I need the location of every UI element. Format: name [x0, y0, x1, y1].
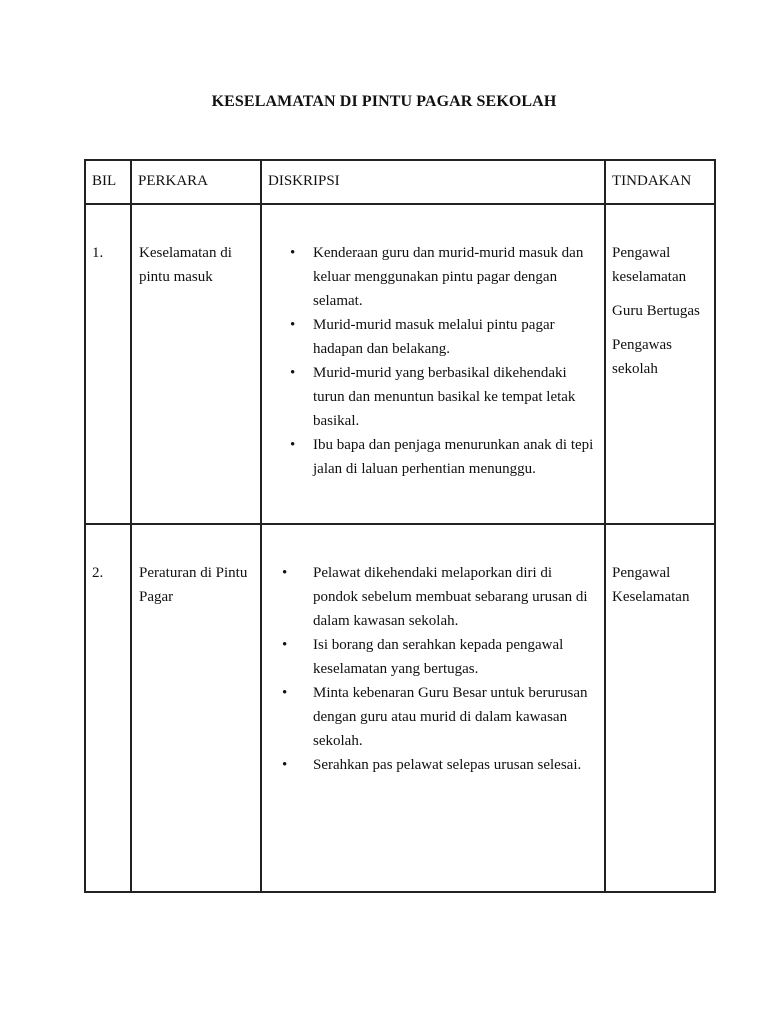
table-row [85, 524, 715, 892]
tindakan-item: Guru Bertugas [612, 303, 700, 319]
bullet-icon: • [282, 757, 288, 773]
bullet-icon: • [282, 685, 288, 701]
bullet-icon: • [290, 317, 296, 333]
list-item-text: Pelawat dikehendaki melaporkan diri di pondok sebelum membuat sebarang urusan di dalam kawasan sekolah. [313, 565, 588, 629]
perkara-text: Keselamatan di pintu masuk [139, 245, 232, 285]
list-item-text: Kenderaan guru dan murid-murid masuk dan keluar menggunakan pintu pagar dengan selamat. [313, 245, 584, 309]
tindakan-item: Pengawal keselamatan [612, 245, 687, 285]
bullet-icon: • [290, 437, 296, 453]
list-item [262, 361, 598, 433]
row-tindakan [605, 524, 715, 892]
list-item-text: Serahkan pas pelawat selepas urusan selesai. [313, 757, 582, 773]
row-diskripsi [261, 204, 605, 524]
row-diskripsi [261, 524, 605, 892]
bullet-icon: • [290, 245, 296, 261]
row-tindakan [605, 204, 715, 524]
description-list [262, 561, 598, 777]
document-title: KESELAMATAN DI PINTU PAGAR SEKOLAH [211, 93, 557, 110]
header-perkara: PERKARA [131, 160, 261, 204]
list-item [262, 313, 598, 361]
list-item [262, 753, 598, 777]
description-list [262, 241, 598, 481]
list-item [262, 241, 598, 313]
bullet-icon: • [282, 565, 288, 581]
bullet-icon: • [290, 365, 296, 381]
list-item [262, 633, 598, 681]
list-item [262, 433, 598, 481]
list-item [262, 561, 598, 633]
list-item-text: Murid-murid masuk melalui pintu pagar hadapan dan belakang. [313, 317, 555, 357]
list-item-text: Ibu bapa dan penjaga menurunkan anak di tepi jalan di laluan perhentian menunggu. [313, 437, 594, 477]
bullet-icon: • [282, 637, 288, 653]
row-number: 2. [85, 524, 131, 892]
list-item-text: Murid-murid yang berbasikal dikehendaki turun dan menuntun basikal ke tempat letak basikal. [313, 365, 576, 429]
row-perkara [131, 524, 261, 892]
table-header-row [85, 160, 715, 204]
list-item-text: Isi borang dan serahkan kepada pengawal keselamatan yang bertugas. [313, 637, 564, 677]
list-item-text: Minta kebenaran Guru Besar untuk berurusan dengan guru atau murid di dalam kawasan sekolah. [313, 685, 588, 749]
header-tindakan: TINDAKAN [605, 160, 715, 204]
tindakan-item: Pengawal Keselamatan [612, 565, 690, 605]
header-bil: BIL [85, 160, 131, 204]
perkara-text: Peraturan di Pintu Pagar [139, 565, 248, 605]
tindakan-item: Pengawas sekolah [612, 337, 672, 377]
header-diskripsi: DISKRIPSI [261, 160, 605, 204]
row-perkara [131, 204, 261, 524]
table-row [85, 204, 715, 524]
safety-table [84, 159, 716, 893]
row-number: 1. [85, 204, 131, 524]
list-item [262, 681, 598, 753]
